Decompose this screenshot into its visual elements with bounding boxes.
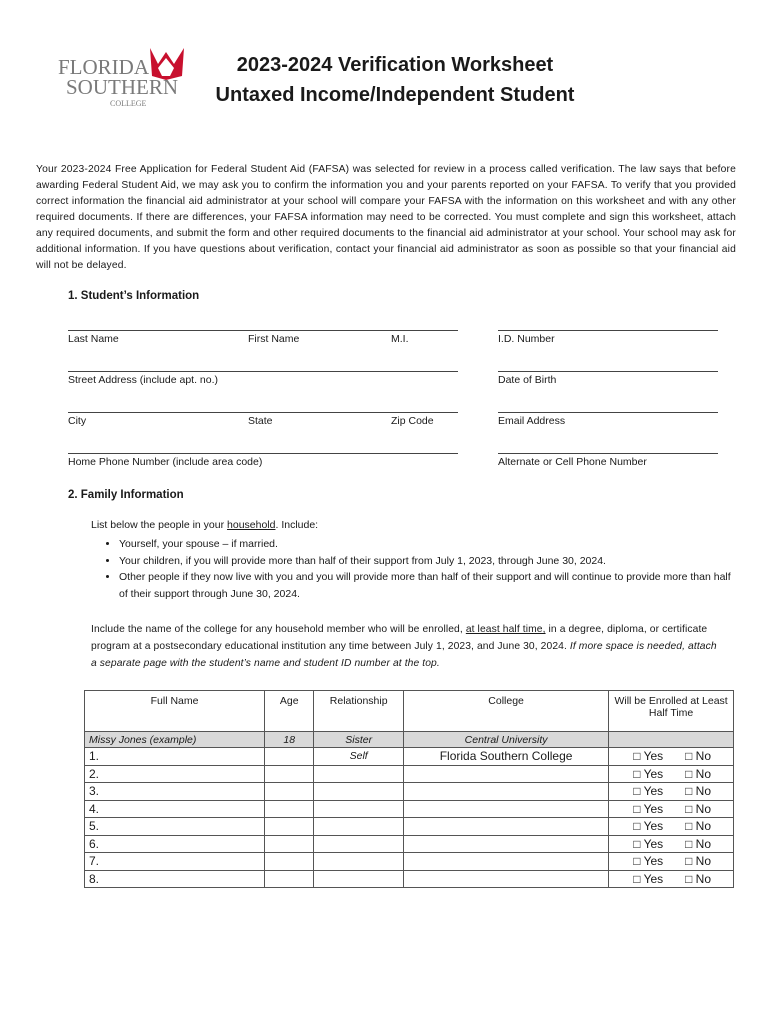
age-cell[interactable]	[265, 870, 314, 888]
no-checkbox[interactable]: □ No	[685, 854, 711, 869]
street-input-line[interactable]	[68, 371, 458, 372]
enrolled-cell	[609, 765, 734, 783]
table-row	[85, 783, 734, 801]
col-age: Age	[265, 691, 314, 732]
zip-label: Zip Code	[391, 415, 434, 427]
name-cell[interactable]	[85, 870, 265, 888]
age-cell[interactable]	[265, 853, 314, 871]
name-cell[interactable]	[85, 818, 265, 836]
college-logo	[58, 46, 188, 110]
section-student-info-heading: 1. Student’s Information	[68, 290, 200, 302]
yes-checkbox[interactable]: □ Yes	[633, 801, 664, 816]
col-enrolled: Will be Enrolled at Least Half Time	[609, 691, 734, 732]
enrolled-cell	[609, 800, 734, 818]
no-checkbox[interactable]: □ No	[685, 766, 711, 781]
name-cell[interactable]	[85, 835, 265, 853]
page-subtitle: Untaxed Income/Independent Student	[215, 84, 575, 106]
example-enrolled	[609, 732, 734, 748]
city-label: City	[68, 415, 87, 427]
college-cell[interactable]	[403, 853, 608, 871]
name-cell[interactable]	[85, 783, 265, 801]
enrolled-cell	[609, 818, 734, 836]
relationship-cell[interactable]	[314, 765, 404, 783]
row-number: 4.	[89, 801, 100, 816]
col-college: College	[403, 691, 608, 732]
name-cell[interactable]	[85, 765, 265, 783]
row-number: 7.	[89, 854, 100, 869]
college-cell[interactable]	[403, 818, 608, 836]
yes-checkbox[interactable]: □ Yes	[633, 819, 664, 834]
example-name: Missy Jones (example)	[85, 732, 265, 748]
enrolled-cell	[609, 748, 734, 766]
relationship-cell[interactable]	[314, 853, 404, 871]
street-label: Street Address (include apt. no.)	[68, 374, 218, 386]
age-cell[interactable]	[265, 835, 314, 853]
row-number: 2.	[89, 766, 100, 781]
bullet-item: • Your children, if you will provide more than half of their support from July 1, 2023, through June 30, 2024.	[119, 553, 739, 570]
list-intro-suffix: . Include:	[275, 519, 319, 531]
flame-crest-icon	[58, 46, 188, 110]
college-cell[interactable]	[403, 800, 608, 818]
mi-label: M.I.	[391, 333, 409, 345]
relationship-cell[interactable]	[314, 870, 404, 888]
table-row	[85, 853, 734, 871]
note-half-time: at least half time,	[465, 624, 546, 635]
college-cell[interactable]: Florida Southern College	[403, 748, 608, 766]
note-text: Include the name of the college for any household member who will be enrolled,	[91, 624, 466, 635]
logo-line3: COLLEGE	[110, 99, 147, 108]
email-label: Email Address	[498, 415, 566, 427]
no-checkbox[interactable]: □ No	[685, 749, 711, 764]
college-cell[interactable]	[403, 870, 608, 888]
college-note	[91, 621, 721, 672]
relationship-cell[interactable]: Self	[314, 748, 404, 766]
enrolled-cell	[609, 835, 734, 853]
example-age: 18	[265, 732, 314, 748]
home-phone-input-line[interactable]	[68, 453, 458, 454]
row-number: 5.	[89, 819, 100, 834]
no-checkbox[interactable]: □ No	[685, 871, 711, 886]
home-phone-label: Home Phone Number (include area code)	[68, 456, 263, 468]
alt-phone-label: Alternate or Cell Phone Number	[498, 456, 647, 468]
age-cell[interactable]	[265, 765, 314, 783]
note-italic: If more space is needed, attach a separate page with the student’s name and student ID number at the top.	[91, 641, 717, 669]
no-checkbox[interactable]: □ No	[685, 801, 711, 816]
yes-checkbox[interactable]: □ Yes	[633, 836, 664, 851]
intro-paragraph: Your 2023-2024 Free Application for Federal Student Aid (FAFSA) was selected for review in a process called verification. The law says that before awarding Federal Student Aid, we may ask you to confirm the information you and your parents reported on your FAFSA. To verify that you provided correct information the financial aid administrator at your school will compare your FAFSA with the information on this worksheet and with any other required documents. If there are differences, your FAFSA information may need to be corrected. You must complete and sign this worksheet, attach any required documents, and submit the form and other required documents to the financial aid administrator at your school. Your school may ask for additional information. If you have questions about verification, contact your financial aid administrator as soon as possible so that your financial aid will not be delayed.	[36, 164, 736, 271]
city-input-line[interactable]	[68, 412, 458, 413]
bullet-item: • Other people if they now live with you and you will provide more than half of their support and will continue to provide more than half of their support through June 30, 2024.	[119, 569, 739, 602]
table-row	[85, 765, 734, 783]
table-row	[85, 818, 734, 836]
enrolled-cell	[609, 870, 734, 888]
name-input-line[interactable]	[68, 330, 458, 331]
col-full-name: Full Name	[85, 691, 265, 732]
name-cell[interactable]	[85, 800, 265, 818]
household-table	[84, 690, 734, 888]
table-header-row	[85, 691, 734, 732]
email-input-line[interactable]	[498, 412, 718, 413]
name-cell[interactable]	[85, 748, 265, 766]
id-number-label: I.D. Number	[498, 333, 555, 345]
row-number: 1.	[89, 749, 100, 764]
list-intro-text: List below the people in your	[91, 519, 228, 531]
relationship-cell[interactable]	[314, 835, 404, 853]
example-row	[85, 732, 734, 748]
dob-label: Date of Birth	[498, 374, 557, 386]
enrolled-cell	[609, 783, 734, 801]
state-label: State	[248, 415, 273, 427]
household-bullet-list	[91, 536, 739, 602]
yes-checkbox[interactable]: □ Yes	[633, 854, 664, 869]
yes-checkbox[interactable]: □ Yes	[633, 871, 664, 886]
age-cell[interactable]	[265, 748, 314, 766]
relationship-cell[interactable]	[314, 783, 404, 801]
example-college: Central University	[403, 732, 608, 748]
name-cell[interactable]	[85, 853, 265, 871]
logo-line1: FLORIDA	[58, 55, 150, 79]
household-term: household	[227, 519, 276, 531]
age-cell[interactable]	[265, 818, 314, 836]
enrolled-cell	[609, 853, 734, 871]
age-cell[interactable]	[265, 800, 314, 818]
first-name-label: First Name	[248, 333, 300, 345]
row-number: 3.	[89, 784, 100, 799]
household-list-intro	[91, 519, 318, 531]
table-row	[85, 800, 734, 818]
table-row	[85, 835, 734, 853]
yes-checkbox[interactable]: □ Yes	[633, 766, 664, 781]
dob-input-line[interactable]	[498, 371, 718, 372]
row-number: 8.	[89, 871, 100, 886]
row-number: 6.	[89, 836, 100, 851]
page-title: 2023-2024 Verification Worksheet	[236, 54, 554, 76]
relationship-cell[interactable]	[314, 818, 404, 836]
college-cell[interactable]	[403, 765, 608, 783]
note-text-mid: in a degree, diploma, or certificate program at a postsecondary educational institution any time between July 1, 2023, and June 30, 2024.	[91, 624, 708, 652]
example-relationship: Sister	[314, 732, 404, 748]
table-row	[85, 748, 734, 766]
no-checkbox[interactable]: □ No	[685, 819, 711, 834]
no-checkbox[interactable]: □ No	[685, 784, 711, 799]
section-family-info-heading: 2. Family Information	[68, 489, 184, 501]
col-relationship: Relationship	[314, 691, 404, 732]
relationship-cell[interactable]	[314, 800, 404, 818]
age-cell[interactable]	[265, 783, 314, 801]
no-checkbox[interactable]: □ No	[685, 836, 711, 851]
college-cell[interactable]	[403, 835, 608, 853]
id-number-input-line[interactable]	[498, 330, 718, 331]
yes-checkbox[interactable]: □ Yes	[633, 784, 664, 799]
college-cell[interactable]	[403, 783, 608, 801]
yes-checkbox[interactable]: □ Yes	[633, 749, 664, 764]
logo-line2: SOUTHERN	[66, 75, 179, 99]
table-row	[85, 870, 734, 888]
alt-phone-input-line[interactable]	[498, 453, 718, 454]
last-name-label: Last Name	[68, 333, 119, 345]
bullet-item: • Yourself, your spouse – if married.	[119, 536, 739, 553]
